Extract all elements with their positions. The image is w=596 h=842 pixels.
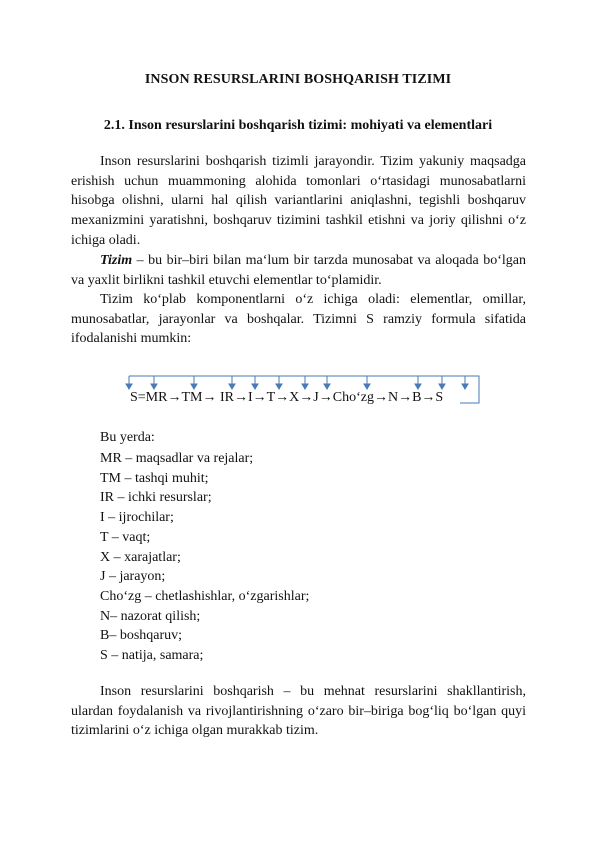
paragraph-components: Tizim ko‘plab komponentlarni o‘z ichiga oladi: elementlar, omillar, munosabatlar, jarayonlar va boshqalar. Tizimni S ramziy formula sifatida ifodalanishi mumkin: [71,292,526,347]
symbolic-formula: S=MR→TM→ IR→I→T→X→J→Cho‘zg→N→B→S [130,390,444,405]
legend-item: TM – tashqi muhit; [100,470,209,486]
legend-item: MR – maqsadlar va rejalar; [100,451,254,466]
document-title: INSON RESURSLARINI BOSHQARISH TIZIMI [144,72,452,87]
paragraph-definition [71,251,526,290]
paragraph-conclusion: Inson resurslarini boshqarish – bu mehnat resurslarini shakllantirish, ulardan foydalanish va rivojlantirishning o‘zaro bir–biriga bog‘liq bo‘lgan quyi tizimlarini o‘z ichiga olgan murakkab tizim. [71,684,526,739]
term-tizim: Tizim [100,253,133,268]
paragraph-intro: Inson resurslarini boshqarish tizimli jarayondir. Tizim yakuniy maqsadga erishish uchun muammoning alohida tomonlari o‘rtasidagi munosabatlarni hisobga olishni, ularni hal qilish variantlarini aniqlashni, tegishli boshqaruv mexanizmini yaratishni, boshqaruv tizimini tashkil etishni va joriy qilishni o‘z ichiga oladi. [71,154,526,248]
legend-item: T – vaqt; [100,529,151,545]
legend-item: Cho‘zg – chetlashishlar, o‘zgarishlar; [100,588,310,604]
definition-text: – bu bir–biri bilan ma‘lum bir tarzda munosabat va aloqada bo‘lgan va yaxlit birlikni tashkil etuvchi elementlar to‘plamidir. [71,253,526,288]
legend-item: J – jarayon; [100,569,166,585]
formula-diagram [122,371,484,413]
legend-item: N– nazorat qilish; [100,608,201,624]
down-arrows [126,376,468,389]
legend-item: S – natija, samara; [100,648,204,664]
legend-item: IR – ichki resurslar; [100,490,212,506]
legend-item: X – xarajatlar; [100,549,181,565]
section-heading: 2.1. Inson resurslarini boshqarish tizimi: mohiyati va elementlari [103,118,493,133]
legend-item: I – ijrochilar; [100,510,174,526]
legend-item: B– boshqaruv; [100,628,183,644]
legend-intro: Bu yerda: [100,430,155,445]
legend-list [100,449,309,666]
